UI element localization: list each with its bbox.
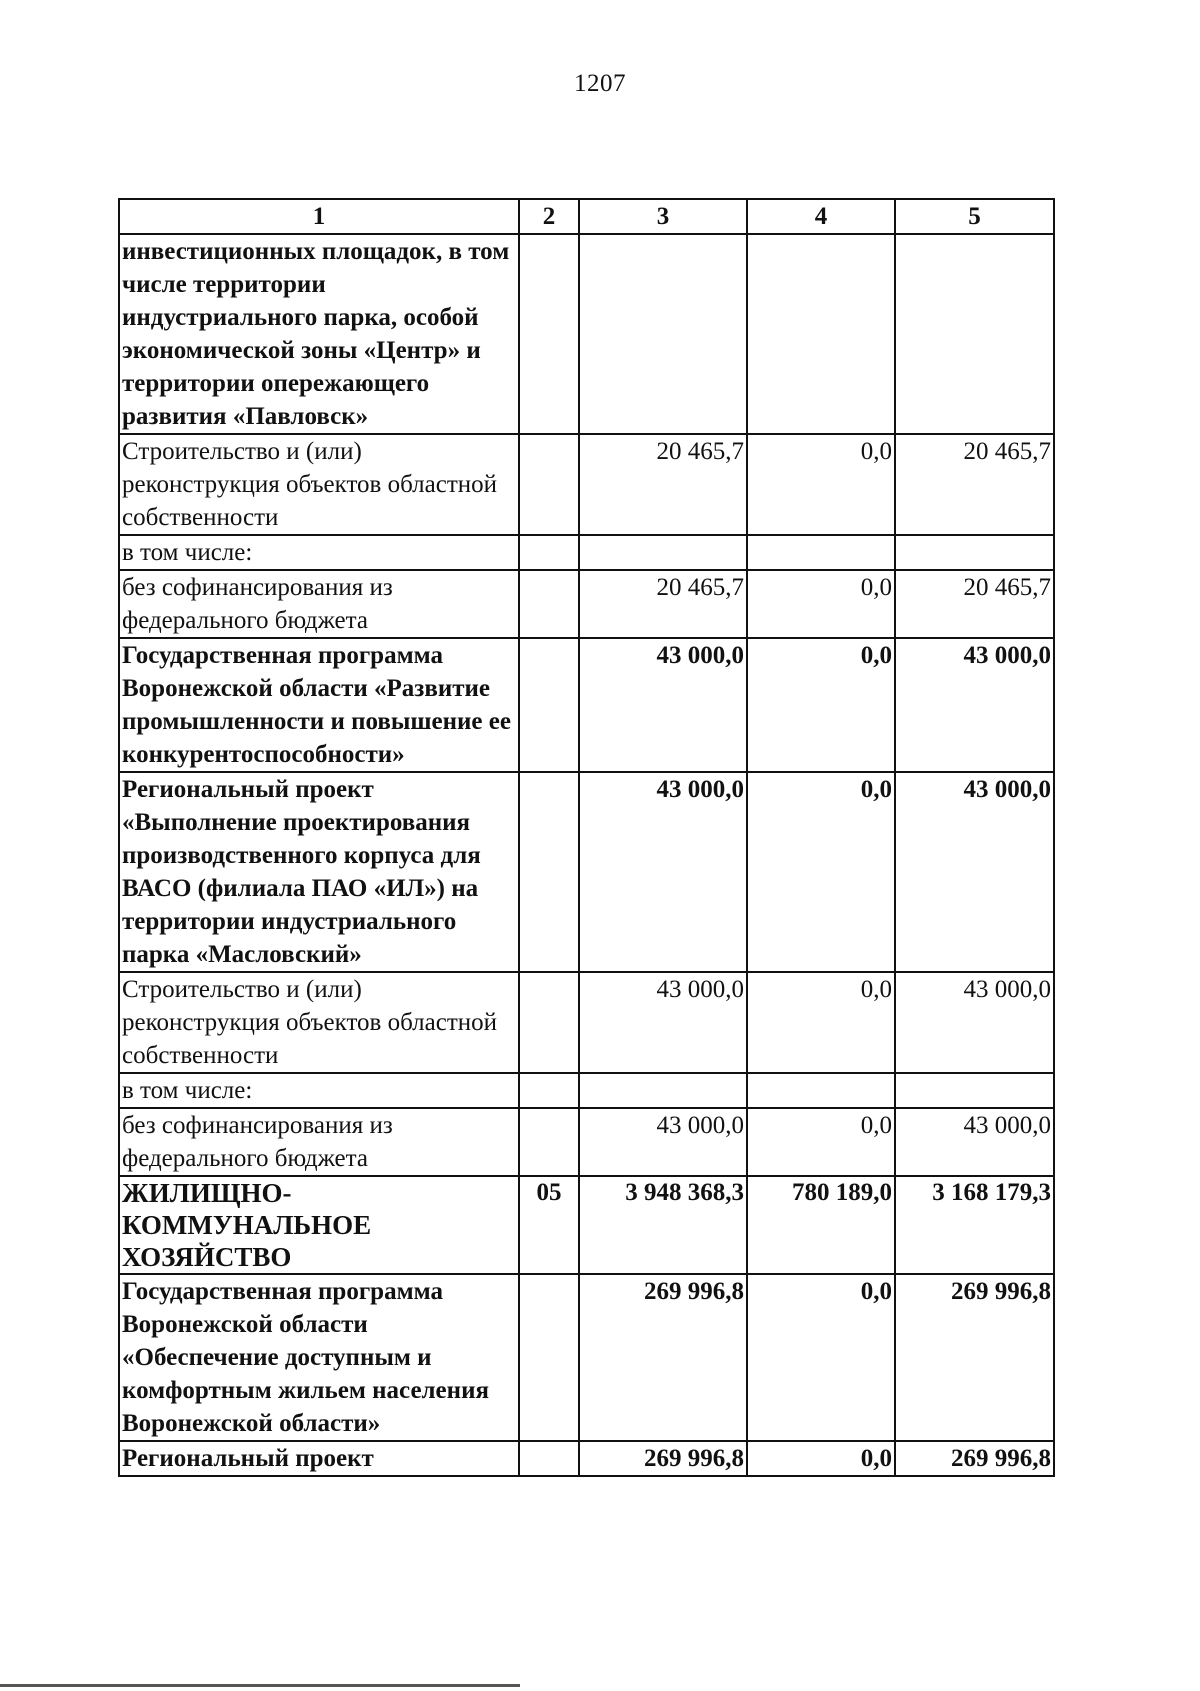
row-value-col4	[747, 234, 895, 434]
row-code-cell	[519, 1073, 579, 1108]
table-row	[119, 535, 1054, 570]
row-name-cell: в том числе:	[119, 1073, 519, 1108]
row-value-col4: 0,0	[747, 1108, 895, 1176]
row-name-cell: в том числе:	[119, 535, 519, 570]
row-value-col4	[747, 1073, 895, 1108]
row-value-col5: 43 000,0	[895, 972, 1054, 1073]
row-value-col4	[747, 535, 895, 570]
row-name-cell: Государственная программа Воронежской области «Развитие промышленности и повышение ее конкурентоспособности»	[119, 638, 519, 772]
row-value-col3	[579, 234, 747, 434]
row-value-col3: 269 996,8	[579, 1441, 747, 1476]
row-value-col3: 3 948 368,3	[579, 1176, 747, 1274]
row-name-cell: без софинансирования из федерального бюджета	[119, 570, 519, 638]
row-value-col4: 0,0	[747, 1441, 895, 1476]
header-cell-5: 5	[895, 199, 1054, 234]
row-value-col5: 269 996,8	[895, 1441, 1054, 1476]
row-value-col5	[895, 535, 1054, 570]
row-value-col4: 0,0	[747, 434, 895, 535]
row-value-col5	[895, 1073, 1054, 1108]
row-value-col4: 0,0	[747, 570, 895, 638]
row-code-cell	[519, 1274, 579, 1441]
table-row	[119, 772, 1054, 972]
header-cell-3: 3	[579, 199, 747, 234]
row-value-col3: 269 996,8	[579, 1274, 747, 1441]
scan-edge-line	[0, 1684, 520, 1687]
table-row	[119, 1073, 1054, 1108]
row-code-cell	[519, 1441, 579, 1476]
header-cell-1: 1	[119, 199, 519, 234]
row-value-col3: 43 000,0	[579, 638, 747, 772]
row-code-cell	[519, 570, 579, 638]
row-value-col5: 43 000,0	[895, 772, 1054, 972]
row-name-cell: Региональный проект	[119, 1441, 519, 1476]
row-name-cell: без софинансирования из федерального бюджета	[119, 1108, 519, 1176]
table-row	[119, 1176, 1054, 1274]
budget-table	[118, 198, 1055, 1477]
row-value-col5	[895, 234, 1054, 434]
table-header-row	[119, 199, 1054, 234]
row-value-col3: 43 000,0	[579, 972, 747, 1073]
row-value-col5: 43 000,0	[895, 1108, 1054, 1176]
row-code-cell	[519, 535, 579, 570]
row-value-col3	[579, 1073, 747, 1108]
table-row	[119, 638, 1054, 772]
row-value-col5: 3 168 179,3	[895, 1176, 1054, 1274]
row-code-cell	[519, 434, 579, 535]
row-value-col3: 20 465,7	[579, 570, 747, 638]
row-name-cell: инвестиционных площадок, в том числе территории индустриального парка, особой экономической зоны «Центр» и территории опережающего развития «Павловск»	[119, 234, 519, 434]
row-value-col5: 20 465,7	[895, 570, 1054, 638]
row-name-cell: Строительство и (или) реконструкция объектов областной собственности	[119, 972, 519, 1073]
row-code-cell	[519, 638, 579, 772]
row-name-cell: Региональный проект «Выполнение проектирования производственного корпуса для ВАСО (филиала ПАО «ИЛ») на территории индустриального парка «Масловский»	[119, 772, 519, 972]
row-value-col4: 0,0	[747, 772, 895, 972]
row-value-col5: 43 000,0	[895, 638, 1054, 772]
table-row	[119, 234, 1054, 434]
row-value-col4: 0,0	[747, 1274, 895, 1441]
table-row	[119, 434, 1054, 535]
table-row	[119, 570, 1054, 638]
row-name-cell: Строительство и (или) реконструкция объектов областной собственности	[119, 434, 519, 535]
table-row	[119, 1274, 1054, 1441]
header-cell-4: 4	[747, 199, 895, 234]
row-name-cell: Государственная программа Воронежской области «Обеспечение доступным и комфортным жильем населения Воронежской области»	[119, 1274, 519, 1441]
page-number: 1207	[574, 70, 626, 97]
row-value-col5: 269 996,8	[895, 1274, 1054, 1441]
row-value-col3: 43 000,0	[579, 1108, 747, 1176]
row-value-col5: 20 465,7	[895, 434, 1054, 535]
row-code-cell	[519, 772, 579, 972]
row-value-col3: 20 465,7	[579, 434, 747, 535]
row-value-col3: 43 000,0	[579, 772, 747, 972]
row-code-cell: 05	[519, 1176, 579, 1274]
row-code-cell	[519, 234, 579, 434]
row-value-col3	[579, 535, 747, 570]
row-code-cell	[519, 972, 579, 1073]
row-value-col4: 0,0	[747, 972, 895, 1073]
table-row	[119, 972, 1054, 1073]
table-row	[119, 1108, 1054, 1176]
header-cell-2: 2	[519, 199, 579, 234]
row-name-cell: ЖИЛИЩНО-КОММУНАЛЬНОЕ ХОЗЯЙСТВО	[119, 1176, 519, 1274]
row-value-col4: 780 189,0	[747, 1176, 895, 1274]
table-row	[119, 1441, 1054, 1476]
row-value-col4: 0,0	[747, 638, 895, 772]
row-code-cell	[519, 1108, 579, 1176]
